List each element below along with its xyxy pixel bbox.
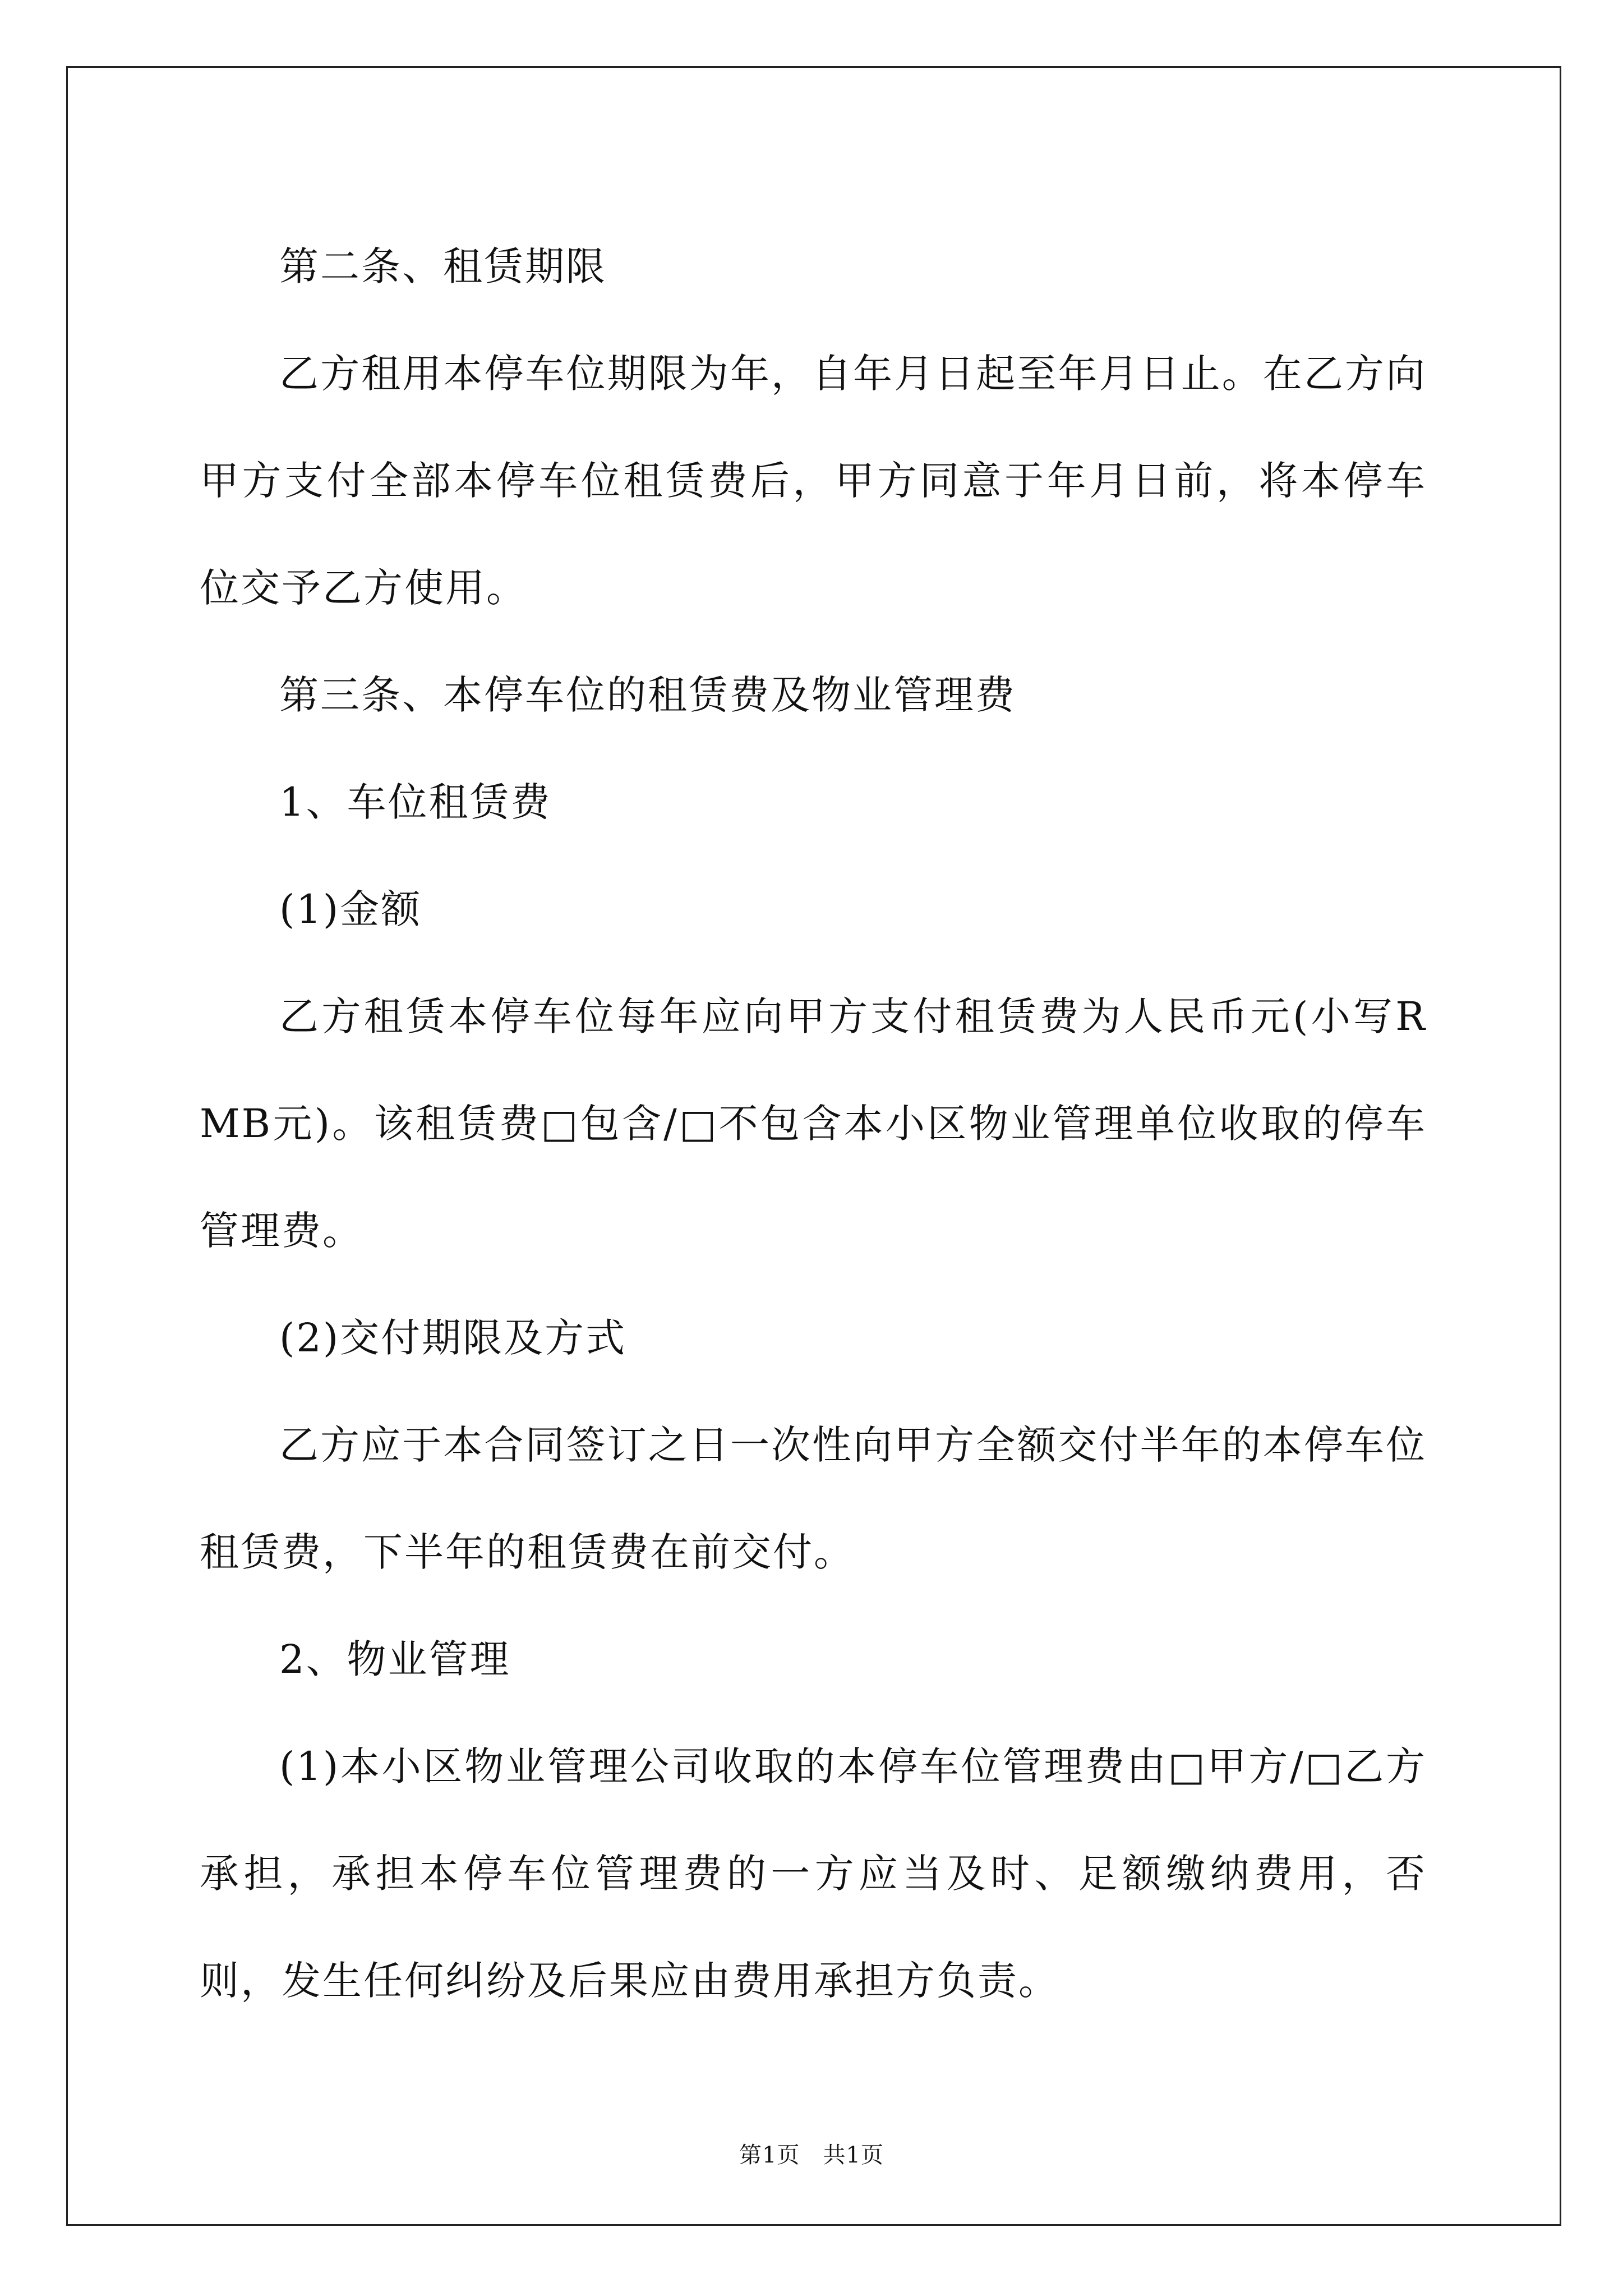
section-2-heading: 2、物业管理 (279, 1636, 511, 1682)
article-2-heading: 第二条、租赁期限 (279, 243, 607, 289)
subsection-payment-heading: (2)交付期限及方式 (279, 1315, 627, 1361)
payment-terms-paragraph: 乙方应于本合同签订之日一次性向甲方全额交付半年的本停车位租赁费，下半年的租赁费在前交付。 (200, 1422, 1427, 1575)
rent-amount-paragraph: 乙方租赁本停车位每年应向甲方支付租赁费为人民币元(小写RMB元)。该租赁费□包含/□不包含本小区物业管理单位收取的停车管理费。 (200, 993, 1427, 1254)
article-3-heading: 第三条、本停车位的租赁费及物业管理费 (279, 672, 1016, 718)
subsection-amount-heading: (1)金额 (279, 886, 422, 932)
lease-term-paragraph: 乙方租用本停车位期限为年，自年月日起至年月日止。在乙方向甲方支付全部本停车位租赁费后，甲方同意于年月日前，将本停车位交予乙方使用。 (200, 351, 1427, 611)
page-number-footer: 第1页 共1页 (739, 2142, 884, 2168)
section-1-heading: 1、车位租赁费 (279, 779, 552, 825)
management-fee-paragraph: (1)本小区物业管理公司收取的本停车位管理费由□甲方/□乙方承担，承担本停车位管理费的一方应当及时、足额缴纳费用，否则，发生任何纠纷及后果应由费用承担方负责。 (200, 1743, 1427, 2004)
document-body (200, 213, 1427, 2035)
